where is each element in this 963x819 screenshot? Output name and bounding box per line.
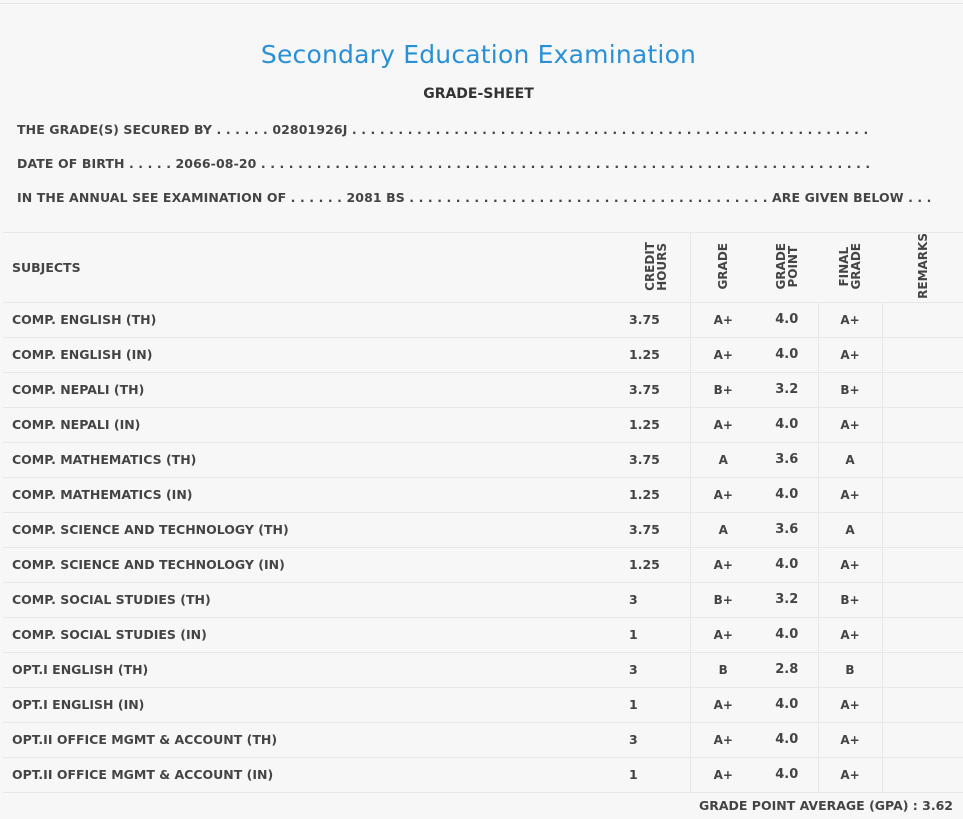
cell-grade-point: 4.0 bbox=[756, 547, 818, 582]
grade-table bbox=[3, 232, 963, 793]
cell-remarks bbox=[882, 442, 963, 477]
cell-credit-hours: 1.25 bbox=[622, 547, 690, 582]
cell-grade: A bbox=[690, 442, 756, 477]
cell-grade-point: 4.0 bbox=[756, 407, 818, 442]
cell-subject: COMP. ENGLISH (TH) bbox=[3, 302, 622, 337]
cell-remarks bbox=[882, 512, 963, 547]
header-remarks bbox=[882, 233, 963, 303]
cell-credit-hours: 3 bbox=[622, 582, 690, 617]
cell-credit-hours: 3 bbox=[622, 722, 690, 757]
cell-grade: A+ bbox=[690, 687, 756, 722]
cell-final-grade: B+ bbox=[818, 372, 882, 407]
cell-final-grade: A+ bbox=[818, 407, 882, 442]
header-final-grade bbox=[818, 233, 882, 303]
cell-remarks bbox=[882, 722, 963, 757]
cell-credit-hours: 3.75 bbox=[622, 302, 690, 337]
header-subjects: SUBJECTS bbox=[3, 233, 622, 303]
gpa-summary: GRADE POINT AVERAGE (GPA) : 3.62 bbox=[698, 798, 953, 813]
cell-credit-hours: 1 bbox=[622, 617, 690, 652]
info-symbol-number: THE GRADE(S) SECURED BY . . . . . . 02801926J . . . . . . . . . . . . . . . . . . . . . . . . . . . . . . . . . . . . . . . . . . . . . . . . . . . . . . . . bbox=[17, 122, 869, 137]
cell-remarks bbox=[882, 477, 963, 512]
cell-grade: B+ bbox=[690, 372, 756, 407]
cell-grade: A+ bbox=[690, 722, 756, 757]
header-grade bbox=[690, 233, 756, 303]
cell-credit-hours: 3.75 bbox=[622, 372, 690, 407]
cell-grade-point: 4.0 bbox=[756, 302, 818, 337]
table-row bbox=[3, 442, 963, 477]
cell-remarks bbox=[882, 757, 963, 792]
cell-final-grade: A+ bbox=[818, 617, 882, 652]
cell-subject: OPT.I ENGLISH (IN) bbox=[3, 687, 622, 722]
table-row bbox=[3, 337, 963, 372]
cell-final-grade: A+ bbox=[818, 722, 882, 757]
cell-subject: COMP. SOCIAL STUDIES (IN) bbox=[3, 617, 622, 652]
info-date-of-birth: DATE OF BIRTH . . . . . 2066-08-20 . . . . . . . . . . . . . . . . . . . . . . . . . . . . . . . . . . . . . . . . . . . . . . . . . . . . . . . . . . . . . . . . . . bbox=[17, 156, 871, 171]
header-credit-hours-label: CREDIT HOURS bbox=[642, 241, 669, 291]
cell-credit-hours: 1 bbox=[622, 757, 690, 792]
cell-remarks bbox=[882, 687, 963, 722]
cell-remarks bbox=[882, 582, 963, 617]
cell-remarks bbox=[882, 407, 963, 442]
cell-remarks bbox=[882, 337, 963, 372]
cell-grade-point: 4.0 bbox=[756, 722, 818, 757]
cell-grade: B bbox=[690, 652, 756, 687]
table-row bbox=[3, 372, 963, 407]
cell-subject: COMP. NEPALI (TH) bbox=[3, 372, 622, 407]
cell-credit-hours: 1.25 bbox=[622, 337, 690, 372]
cell-subject: COMP. SCIENCE AND TECHNOLOGY (TH) bbox=[3, 512, 622, 547]
cell-credit-hours: 3 bbox=[622, 652, 690, 687]
cell-final-grade: A+ bbox=[818, 477, 882, 512]
cell-grade-point: 4.0 bbox=[756, 617, 818, 652]
page-title: Secondary Education Examination bbox=[260, 40, 697, 69]
info-exam-year: IN THE ANNUAL SEE EXAMINATION OF . . . . . . 2081 BS . . . . . . . . . . . . . . . . . . . . . . . . . . . . . . . . . . . . . . . ARE GIVEN BELOW . . . bbox=[17, 190, 932, 205]
cell-grade: B+ bbox=[690, 582, 756, 617]
table-row bbox=[3, 407, 963, 442]
cell-grade-point: 4.0 bbox=[756, 757, 818, 792]
top-divider bbox=[0, 3, 963, 4]
cell-remarks bbox=[882, 302, 963, 337]
table-header-row bbox=[3, 233, 963, 303]
cell-remarks bbox=[882, 372, 963, 407]
cell-grade: A+ bbox=[690, 337, 756, 372]
cell-grade: A+ bbox=[690, 547, 756, 582]
cell-grade-point: 3.2 bbox=[756, 372, 818, 407]
header-grade-point-label: GRADE POINT bbox=[774, 242, 800, 290]
cell-subject: COMP. ENGLISH (IN) bbox=[3, 337, 622, 372]
cell-credit-hours: 1 bbox=[622, 687, 690, 722]
page-subtitle: GRADE-SHEET bbox=[423, 86, 534, 102]
cell-final-grade: A+ bbox=[818, 757, 882, 792]
cell-grade: A+ bbox=[690, 617, 756, 652]
cell-final-grade: A bbox=[818, 512, 882, 547]
cell-credit-hours: 3.75 bbox=[622, 512, 690, 547]
cell-grade-point: 4.0 bbox=[756, 477, 818, 512]
cell-grade: A+ bbox=[690, 407, 756, 442]
cell-subject: OPT.II OFFICE MGMT & ACCOUNT (TH) bbox=[3, 722, 622, 757]
cell-grade: A+ bbox=[690, 477, 756, 512]
table-row bbox=[3, 302, 963, 337]
cell-subject: OPT.I ENGLISH (TH) bbox=[3, 652, 622, 687]
cell-grade: A bbox=[690, 512, 756, 547]
cell-final-grade: A+ bbox=[818, 302, 882, 337]
header-grade-point bbox=[756, 233, 818, 303]
table-row bbox=[3, 652, 963, 687]
cell-grade-point: 2.8 bbox=[756, 652, 818, 687]
table-row bbox=[3, 757, 963, 792]
cell-grade-point: 3.6 bbox=[756, 442, 818, 477]
cell-final-grade: A+ bbox=[818, 337, 882, 372]
cell-remarks bbox=[882, 617, 963, 652]
table-row bbox=[3, 722, 963, 757]
cell-remarks bbox=[882, 547, 963, 582]
cell-grade: A+ bbox=[690, 757, 756, 792]
cell-subject: OPT.II OFFICE MGMT & ACCOUNT (IN) bbox=[3, 757, 622, 792]
cell-grade-point: 3.2 bbox=[756, 582, 818, 617]
table-row bbox=[3, 547, 963, 582]
cell-subject: COMP. MATHEMATICS (IN) bbox=[3, 477, 622, 512]
header-remarks-label: REMARKS bbox=[915, 233, 930, 299]
cell-subject: COMP. SOCIAL STUDIES (TH) bbox=[3, 582, 622, 617]
cell-final-grade: A bbox=[818, 442, 882, 477]
cell-credit-hours: 3.75 bbox=[622, 442, 690, 477]
table-row bbox=[3, 617, 963, 652]
cell-credit-hours: 1.25 bbox=[622, 407, 690, 442]
cell-final-grade: A+ bbox=[818, 687, 882, 722]
cell-grade: A+ bbox=[690, 302, 756, 337]
cell-final-grade: B bbox=[818, 652, 882, 687]
cell-grade-point: 4.0 bbox=[756, 337, 818, 372]
table-row bbox=[3, 477, 963, 512]
cell-subject: COMP. SCIENCE AND TECHNOLOGY (IN) bbox=[3, 547, 622, 582]
header-credit-hours bbox=[622, 233, 690, 303]
table-row bbox=[3, 582, 963, 617]
cell-subject: COMP. MATHEMATICS (TH) bbox=[3, 442, 622, 477]
table-row bbox=[3, 687, 963, 722]
header-grade-label: GRADE bbox=[716, 242, 731, 290]
cell-grade-point: 3.6 bbox=[756, 512, 818, 547]
cell-subject: COMP. NEPALI (IN) bbox=[3, 407, 622, 442]
header-final-grade-label: FINAL GRADE bbox=[837, 242, 863, 290]
cell-final-grade: B+ bbox=[818, 582, 882, 617]
cell-final-grade: A+ bbox=[818, 547, 882, 582]
table-row bbox=[3, 512, 963, 547]
cell-grade-point: 4.0 bbox=[756, 687, 818, 722]
cell-remarks bbox=[882, 652, 963, 687]
cell-credit-hours: 1.25 bbox=[622, 477, 690, 512]
